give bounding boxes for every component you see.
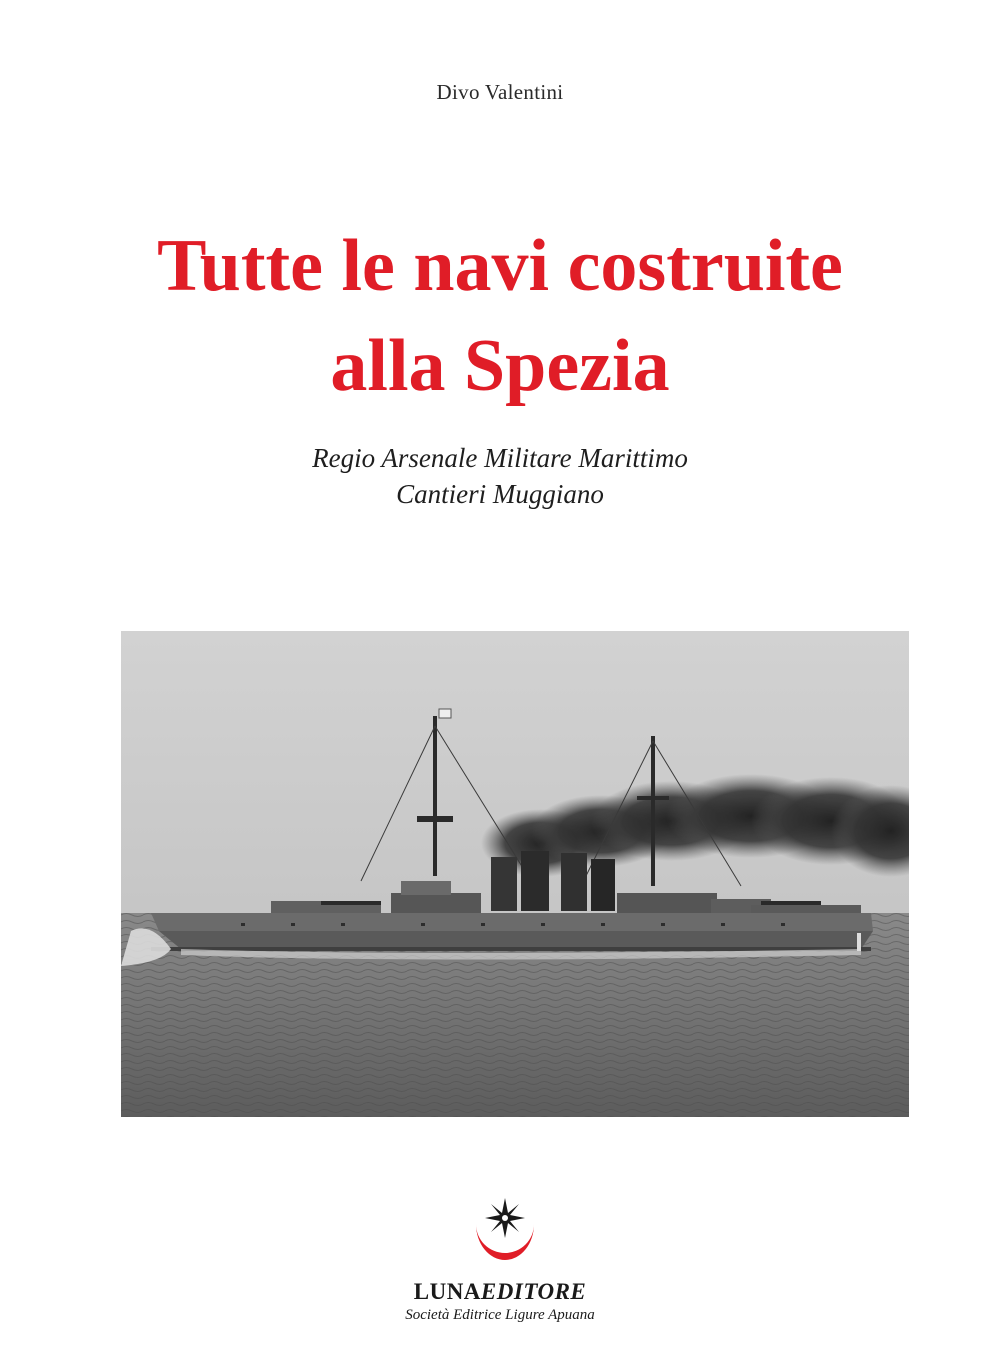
publisher-name-luna: LUNA xyxy=(413,1279,481,1304)
title-line-1: Tutte le navi costruite xyxy=(157,225,843,307)
publisher-name xyxy=(0,1279,1000,1305)
crescent-star-icon xyxy=(470,1188,540,1268)
publisher-name-editore: EDITORE xyxy=(480,1279,587,1304)
title-line-2: alla Spezia xyxy=(330,325,670,407)
book-title xyxy=(0,216,1000,416)
subtitle-line-2: Cantieri Muggiano xyxy=(396,479,604,509)
author-name: Divo Valentini xyxy=(436,80,564,104)
book-subtitle xyxy=(0,440,1000,512)
battleship-photo xyxy=(121,631,909,1117)
publisher-tagline: Società Editrice Ligure Apuana xyxy=(405,1307,595,1323)
subtitle-line-1: Regio Arsenale Militare Marittimo xyxy=(312,443,688,473)
